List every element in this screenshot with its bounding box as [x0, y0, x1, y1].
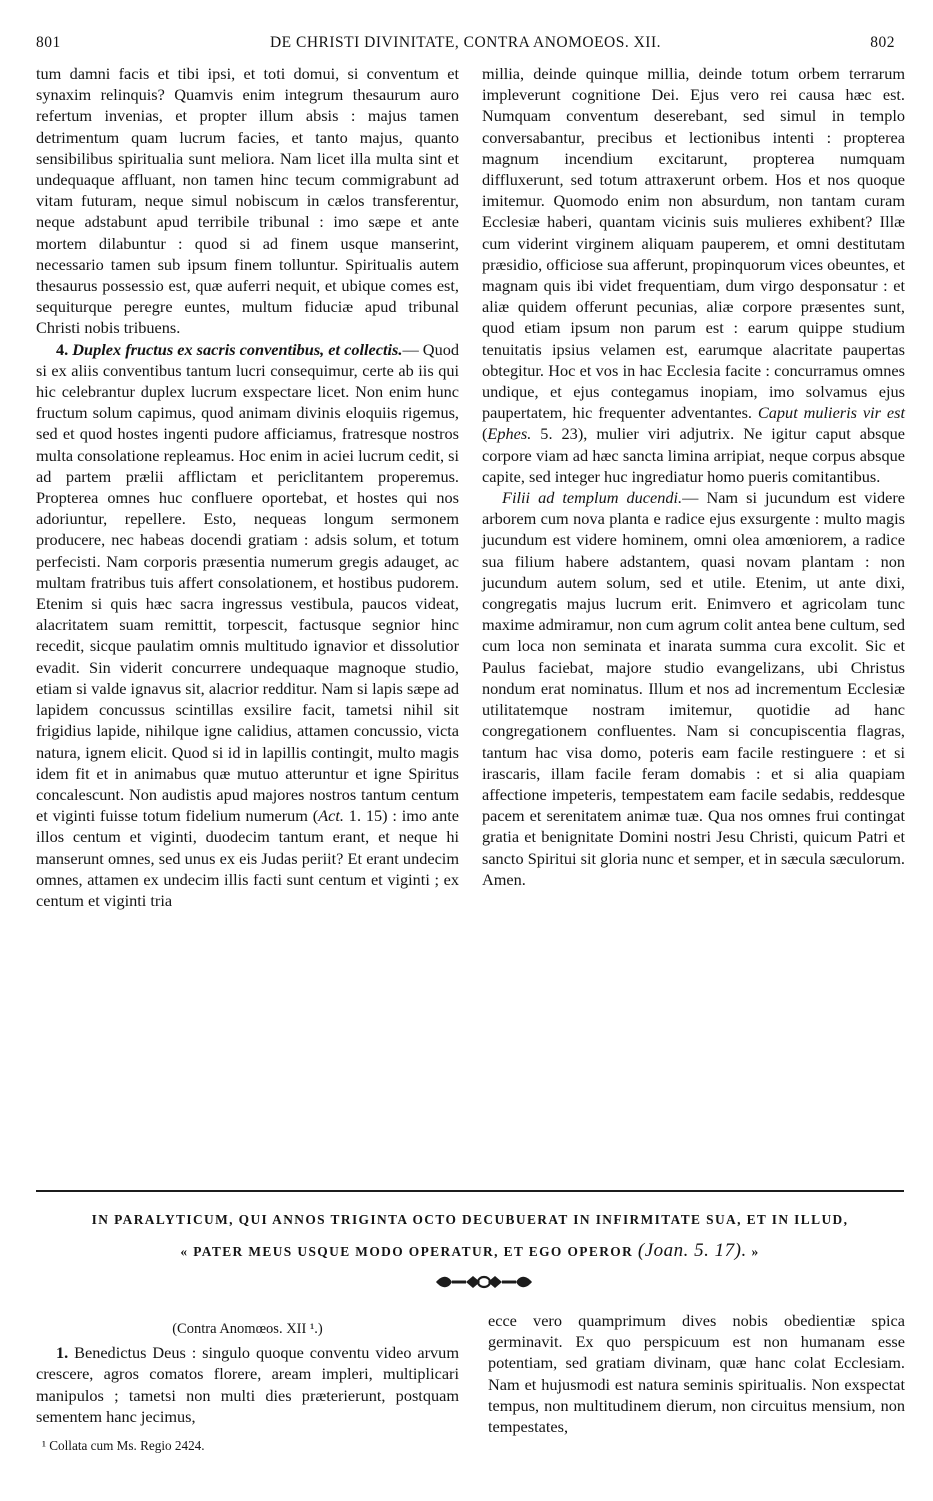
paren-open: (	[482, 424, 488, 444]
scripture-ref-acts: Act.	[318, 806, 344, 826]
page-number-right: 802	[870, 34, 895, 51]
paragraph-continuation: tum damni facis et tibi ipsi, et toti domui, si conventum et synaxim relinquis? Quamvis enim integrum thesaurum auro refertum invenias, et propter illum absis : majus tamen detrimentum quam lucrum facies, et tanto majus, quanto sensibilibus spiritualia sunt meliora. Nam licet illa multa sint et undequaque affluant, non tamen hinc tecum commigrabunt ad vitam futuram, neque simul nobiscum in cælos transferentur, neque adstabunt apud terribile tribunal : imo sæpe et ante mortem dilabuntur : quod si ad finem usque manserint, necessario tamen sub ipsum finem tolluntur. Spiritualis autem thesaurus possessio est, quæ auferri nequit, et ubique comes est, sequiturque peregre euntes, multum fiduciæ apud tribunal Christi nobis tribuens.	[36, 64, 459, 338]
filii-heading: Filii ad templum ducendi.	[502, 488, 683, 508]
section-1-text: Benedictus Deus : singulo quoque conventu video arvum crescere, agros comatos florere, aream impleri, multiplicari manipulos ; tametsi non multi dies præterierunt, postquam sementem hanc jecimus,	[36, 1343, 459, 1426]
section-divider-rule	[36, 1190, 904, 1192]
scripture-quote: Caput mulieris vir est	[757, 403, 905, 423]
upper-right-column	[482, 63, 905, 890]
contra-anomoeos-heading: (Contra Anomœos. XII ¹.)	[172, 1321, 323, 1337]
decorative-ornament-icon	[436, 1274, 532, 1290]
section-4-text-continued: 1. 15) : imo ante illos centum et viginti, duodecim tantum erant, et neque hi manserunt omnes, sed unus ex eis Judas periit? Et erant undecim omnes, attamen ex undecim illis facti sunt centum et viginti ; ex centum et viginti tria	[36, 806, 459, 910]
homily-title-ref: (Joan. 5. 17).	[637, 1240, 747, 1261]
scripture-ref-ephes: Ephes.	[487, 424, 532, 444]
lower-right-column	[488, 1310, 905, 1437]
section-1-number: 1.	[56, 1343, 69, 1363]
paragraph-text: millia, deinde quinque millia, deinde totum orbem terrarum impleverunt cognitione Dei. Ejus vero rei causa hæc est. Numquam conventum deserebant, sed simul in templo conversabantur, precibus et lectionibus intenti : propterea magnum incendium excitarunt, propterea numquam diffluxerunt, sed totum attraxerunt orbem. Hos et nos quoque imitemur. Quomodo enim non absurdum, non tantam curam Ecclesiæ haberi, quantam vicinis suis mulieres exhibent? Illæ cum viderint virginem aliquam pauperem, et omni destitutam præsidio, officiose sua afferunt, propinquorum vices obeuntes, et magnam quis ibi videt frequentiam, dum virgo desponsatur : et aliæ quidem offerunt pecunias, aliæ corpore præsentes sunt, quod etiam ipsum non parum est : earum quippe studium tenuitatis ipsius velamen est, earumque alacritate paupertas obtegitur. Hoc et vos in hac Ecclesia facite : concurramus omnes undique, et ejus contegamus inopiam, imo solvamus ejus paupertatem, hic frequenter adventantes.	[482, 64, 905, 423]
homily-title-line-2	[36, 1240, 904, 1262]
section-4-number: 4.	[56, 339, 69, 359]
filii-text: — Nam si jucundum est videre arborem cum nova planta e radice ejus exsurgente : multo magis jucundum est videre hominem, omni olea amœniorem, a radice sua filium habere adstantem, quasi novam plantam : non jucundum autem solum, sed et utile. Etenim, ut ante dixi, congregatis majus lucrum erit. Enimvero et agricolam tunc maxime admiramur, non cum agrum colit antea bene cultum, sed cum loca non seminata et inarata summa cura excolit. Sic et Paulus faciebat, majore studio evangelizans, ubi Christus nondum erat nominatus. Illum et nos ad incrementum Ecclesiæ utilitatemque nostram imitemur, quotidie ad hanc congregationem confluentes. Nam si concupiscentia flagras, tantum hac visa domo, poteris eam facile restinguere : et si irascaris, illam facile feram domabis : et si alia quapiam affectione impeteris, tempestatem eam facile sedabis, reddesque pacem et serenitatem animæ tuæ. Qua nos omnes frui contingat gratia et benignitate Domini nostri Jesu Christi, quicum Patri et sancto Spiritui sit gloria nunc et semper, et in sæcula sæculorum. Amen.	[482, 488, 905, 889]
section-4-heading: Duplex fructus ex sacris conventibus, et collectis.	[72, 339, 403, 359]
section-4-paragraph	[36, 339, 459, 911]
homily-title-close: »	[746, 1244, 760, 1259]
section-1-paragraph	[36, 1342, 459, 1427]
page-number-left: 801	[36, 34, 61, 51]
upper-left-column	[36, 63, 459, 911]
running-head	[36, 34, 895, 56]
paragraph-text-continued: 5. 23), mulier viri adjutrix. Ne igitur caput absque corpore viam ad hæc sancta limina arripiat, neque corpus absque capite, sed integer huc ingrediatur homo pueris comitantibus.	[482, 424, 905, 486]
lower-right-paragraph: ecce vero quamprimum dives nobis obedientiæ spica germinavit. Ex quo perspicuum est non humanam esse potentiam, sed gratiam divinam, quæ hanc colat Ecclesiam. Nam et hujusmodi est natura seminis spiritualis. Non exspectat tempus, non multitudinem dierum, non circuitus mensium, non tempestates,	[488, 1311, 905, 1437]
homily-title-quote: « PATER MEUS USQUE MODO OPERATUR, ET EGO OPEROR	[180, 1244, 634, 1259]
filii-paragraph	[482, 487, 905, 890]
paragraph-continuation-right	[482, 63, 905, 487]
section-4-text: — Quod si ex aliis conventibus tantum lucri consequimur, certe ab iis qui hic celebrantur duplex lucrum exspectare licet. Non enim hunc fructum solum capimus, quod animam divinis eloquiis rigemus, sed et quod hostes ingenti pudore afficiamus, fratresque nostros multa consolatione repleamus. Hoc enim in aciei lucrum cedit, si ad partem prælii afflictam et periclitantem properemus. Propterea omnes huc confluere oportebat, et hostes qui nos adoriuntur, repellere. Esto, nequeas longum sermonem producere, nec habeas docendi gratiam : adsis solum, et totum perfecisti. Nam corporis præsentia numerum gregis adauget, ac multam fratribus tuis affert consolationem, et hostibus pudorem. Etenim si quis hæc sacra ingressus vestibula, paucos videat, alacritatem suam remittit, torpescit, factusque segnior hinc recedit, sicque paulatim omnis multitudo ignavior et dissolutior evadit. Sin viderit concurrere undequaque magnoque studio, etiam si valde ignavus sit, alacrior redditur. Nam si lapis sæpe ad lapidem concussus scintillas exsilire facit, tametsi nihil sit frigidius lapide, nihilque igne calidius, attamen concussio, victa natura, ignem elicit. Quod si id in lapillis contingit, multo magis idem fit et in animabus quæ mutuo atteruntur et igne Spiritus concalescunt. Non audistis apud majores nostros tantum centum et viginti fuisse totum fidelium numerum (	[36, 339, 459, 826]
running-title: DE CHRISTI DIVINITATE, CONTRA ANOMOEOS. XII.	[269, 34, 662, 51]
footnote: ¹ Collata cum Ms. Regio 2424.	[42, 1438, 205, 1454]
lower-left-column	[36, 1319, 459, 1456]
homily-title-line-1: IN PARALYTICUM, QUI ANNOS TRIGINTA OCTO DECUBUERAT IN INFIRMITATE SUA, ET IN ILLUD,	[91, 1212, 849, 1227]
